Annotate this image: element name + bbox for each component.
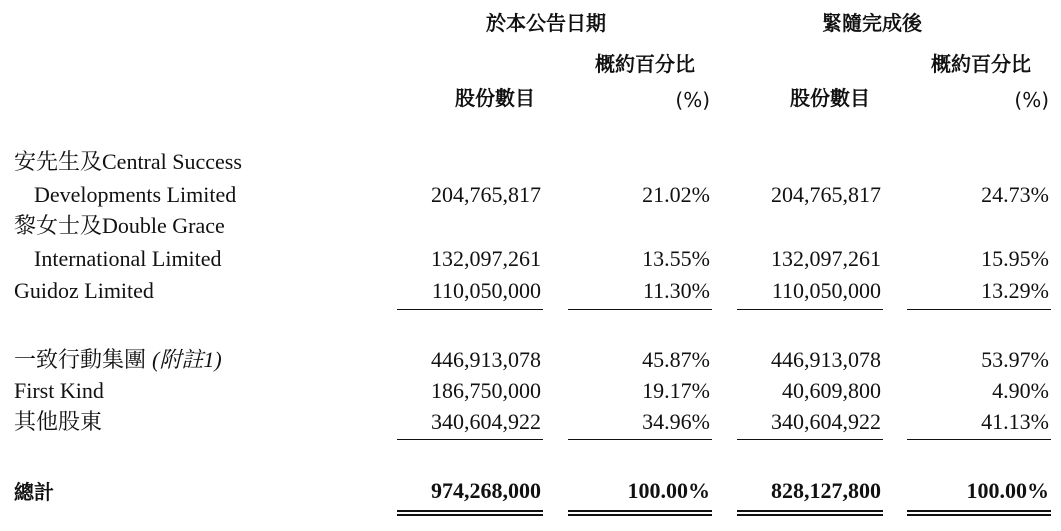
row-label-line2: International Limited [34,246,222,271]
pct-current: 21.02% [642,182,710,207]
shares-after: 204,765,817 [771,182,881,207]
row-label-line1: 其他股東 [14,409,103,434]
pct-after: 41.13% [981,409,1049,434]
row-label-text: 一致行動集團 [14,347,147,372]
shares-after: 446,913,078 [771,347,881,372]
total-top-rule-pct-after [907,439,1051,440]
shares-after: 132,097,261 [771,246,881,271]
shares-current: 340,604,922 [431,409,541,434]
header-pct-symbol-after: (%) [1014,88,1049,112]
total-double-rule-shares-current [397,510,543,516]
shares-current: 204,765,817 [431,182,541,207]
row-label-line1: First Kind [14,378,104,403]
total-top-rule-shares-current [397,439,543,440]
total-pct-current: 100.00% [627,478,710,503]
header-approx-pct-current: 概約百分比 [595,52,695,76]
pct-after: 15.95% [981,246,1049,271]
total-label: 總計 [14,480,54,504]
total-top-rule-pct-current [568,439,712,440]
pct-current: 11.30% [642,278,710,303]
header-approx-pct-after: 概約百分比 [931,52,1031,76]
subtotal-rule-shares-current [397,309,543,310]
pct-after: 4.90% [992,378,1049,403]
row-label-note: (附註1) [152,347,222,372]
row-label-line1 [14,349,222,371]
row-label-line2: Developments Limited [34,182,237,207]
header-group-after-completion: 緊隨完成後 [822,11,922,35]
row-label-line1: 黎女士及Double Grace [14,213,225,238]
shares-current: 186,750,000 [431,378,541,403]
pct-current: 45.87% [642,347,710,372]
pct-current: 19.17% [642,378,710,403]
header-pct-symbol-current: (%) [675,88,710,112]
total-double-rule-pct-current [568,510,712,516]
row-label-line1: Guidoz Limited [14,278,154,303]
total-pct-after: 100.00% [966,478,1049,503]
total-top-rule-shares-after [737,439,883,440]
header-group-current: 於本公告日期 [486,11,606,35]
shares-after: 340,604,922 [771,409,881,434]
shares-current: 110,050,000 [431,278,541,303]
pct-current: 13.55% [642,246,710,271]
subtotal-rule-pct-current [568,309,712,310]
pct-after: 13.29% [981,278,1049,303]
header-shares-after: 股份數目 [790,86,870,110]
shares-current: 132,097,261 [431,246,541,271]
pct-after: 53.97% [981,347,1049,372]
shares-current: 446,913,078 [431,347,541,372]
row-label-line1: 安先生及Central Success [14,149,242,174]
pct-current: 34.96% [642,409,710,434]
shares-after: 110,050,000 [771,278,881,303]
shares-after: 40,609,800 [782,378,881,403]
total-shares-after: 828,127,800 [771,478,881,503]
total-double-rule-pct-after [907,510,1051,516]
total-double-rule-shares-after [737,510,883,516]
subtotal-rule-pct-after [907,309,1051,310]
pct-after: 24.73% [981,182,1049,207]
header-shares-current: 股份數目 [455,86,535,110]
total-shares-current: 974,268,000 [431,478,541,503]
subtotal-rule-shares-after [737,309,883,310]
